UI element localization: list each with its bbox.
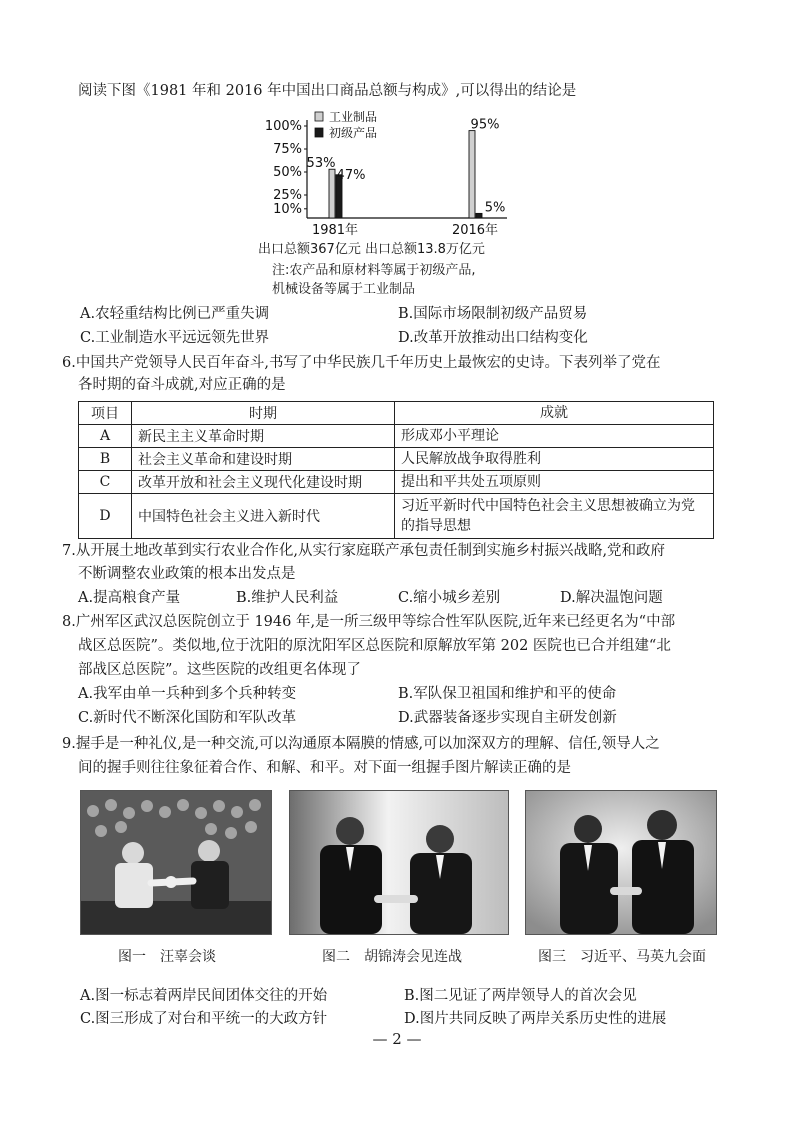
- x-tick-label: 1981年: [311, 223, 359, 238]
- q7-option-c[interactable]: C.缩小城乡差别: [398, 590, 501, 606]
- table-row[interactable]: [79, 425, 714, 448]
- table-header-cell: 项目: [79, 402, 132, 425]
- table-cell: A: [79, 425, 132, 448]
- caption-figure-1: 图一 汪辜会谈: [118, 949, 216, 965]
- page-number: — 2 —: [372, 1030, 422, 1048]
- q9-stem-line1: 9.握手是一种礼仪,是一种交流,可以沟通原本隔膜的情感,可以加深双方的理解、信任,领导人之: [62, 736, 660, 752]
- q8-option-b[interactable]: B.军队保卫祖国和维护和平的使命: [398, 686, 617, 702]
- photo-hu-lien-meeting: [289, 790, 509, 935]
- q7-stem-line2: 不断调整农业政策的根本出发点是: [78, 566, 296, 582]
- table-row[interactable]: [79, 494, 714, 539]
- caption-figure-2: 图二 胡锦涛会见连战: [322, 949, 462, 965]
- q7-stem-line1: 7.从开展土地改革到实行农业合作化,从实行家庭联产承包责任制到实施乡村振兴战略,党和政府: [62, 543, 666, 559]
- bar-industrial: [469, 131, 475, 218]
- q9-option-a[interactable]: A.图一标志着两岸民间团体交往的开始: [80, 988, 328, 1004]
- q8-option-c[interactable]: C.新时代不断深化国防和军队改革: [78, 710, 297, 726]
- table-cell: 形成邓小平理论: [395, 425, 714, 448]
- q5-option-d[interactable]: D.改革开放推动出口结构变化: [398, 330, 588, 346]
- table-header-row: [79, 402, 714, 425]
- y-tick-label: 100%: [264, 119, 302, 134]
- chart-note-line2: 机械设备等属于工业制品: [272, 282, 416, 297]
- q9-option-c[interactable]: C.图三形成了对台和平统一的大政方针: [80, 1011, 328, 1027]
- legend-swatch: [315, 128, 323, 137]
- q5-stem: 阅读下图《1981 年和 2016 年中国出口商品总额与构成》,可以得出的结论是: [78, 83, 577, 99]
- table-cell: 习近平新时代中国特色社会主义思想被确立为党的指导思想: [395, 494, 714, 539]
- table-cell: 中国特色社会主义进入新时代: [132, 494, 395, 539]
- q7-option-d[interactable]: D.解决温饱问题: [560, 590, 663, 606]
- table-row[interactable]: [79, 448, 714, 471]
- legend-label: 初级产品: [329, 126, 378, 140]
- q8-stem-line2: 战区总医院”。类似地,位于沈阳的原沈阳军区总医院和原解放军第 202 医院也已合并组建“北: [78, 638, 671, 654]
- data-label: 95%: [470, 117, 500, 133]
- q5-export-chart: [255, 108, 525, 248]
- data-label: 5%: [484, 200, 506, 216]
- table-cell: 人民解放战争取得胜利: [395, 448, 714, 471]
- bar-industrial: [329, 169, 335, 218]
- q8-stem-line1: 8.广州军区武汉总医院创立于 1946 年,是一所三级甲等综合性军队医院,近年来已经更名为“中部: [62, 614, 676, 630]
- q5-option-c[interactable]: C.工业制造水平远远领先世界: [80, 330, 270, 346]
- y-tick-label: 50%: [273, 165, 302, 180]
- x-tick-label: 2016年: [451, 223, 499, 238]
- q6-stem-line2: 各时期的奋斗成就,对应正确的是: [78, 377, 286, 393]
- q7-option-a[interactable]: A.提高粮食产量: [78, 590, 181, 606]
- q6-table: [78, 401, 714, 539]
- photo-xi-ma-meeting: [525, 790, 717, 935]
- y-tick-label: 25%: [273, 188, 302, 203]
- y-tick-label: 10%: [273, 201, 302, 217]
- q6-stem-line1: 6.中国共产党领导人民百年奋斗,书写了中华民族几千年历史上最恢宏的史诗。下表列举了党在: [62, 355, 661, 371]
- table-header-cell: 时期: [132, 402, 395, 425]
- q9-stem-line2: 间的握手则往往象征着合作、和解、和平。对下面一组握手图片解读正确的是: [78, 760, 571, 776]
- table-row[interactable]: [79, 471, 714, 494]
- caption-figure-3: 图三 习近平、马英九会面: [538, 949, 706, 965]
- table-cell: 新民主主义革命时期: [132, 425, 395, 448]
- q9-option-d[interactable]: D.图片共同反映了两岸关系历史性的进展: [404, 1011, 667, 1027]
- q8-option-a[interactable]: A.我军由单一兵种到多个兵种转变: [78, 686, 297, 702]
- bar-primary: [476, 213, 482, 218]
- q7-option-b[interactable]: B.维护人民利益: [236, 590, 339, 606]
- q8-option-d[interactable]: D.武器装备逐步实现自主研发创新: [398, 710, 617, 726]
- table-cell: 社会主义革命和建设时期: [132, 448, 395, 471]
- data-label: 53%: [306, 156, 336, 172]
- q5-option-b[interactable]: B.国际市场限制初级产品贸易: [398, 306, 588, 322]
- legend-label: 工业制品: [329, 110, 378, 124]
- legend-swatch: [315, 112, 323, 121]
- table-cell: B: [79, 448, 132, 471]
- data-label: 47%: [336, 167, 366, 183]
- chart-note-line1: 注:农产品和原材料等属于初级产品,: [272, 263, 476, 278]
- table-header-cell: 成就: [395, 402, 714, 425]
- table-cell: C: [79, 471, 132, 494]
- q8-stem-line3: 部战区总医院”。这些医院的改组更名体现了: [78, 662, 361, 678]
- chart-totals: 出口总额367亿元 出口总额13.8万亿元: [258, 242, 485, 257]
- q9-option-b[interactable]: B.图二见证了两岸领导人的首次会见: [404, 988, 637, 1004]
- table-cell: D: [79, 494, 132, 539]
- table-cell: 改革开放和社会主义现代化建设时期: [132, 471, 395, 494]
- y-tick-label: 75%: [273, 142, 302, 157]
- q5-option-a[interactable]: A.农轻重结构比例已严重失调: [80, 306, 270, 322]
- photo-wang-gu-talks: [80, 790, 272, 935]
- table-cell: 提出和平共处五项原则: [395, 471, 714, 494]
